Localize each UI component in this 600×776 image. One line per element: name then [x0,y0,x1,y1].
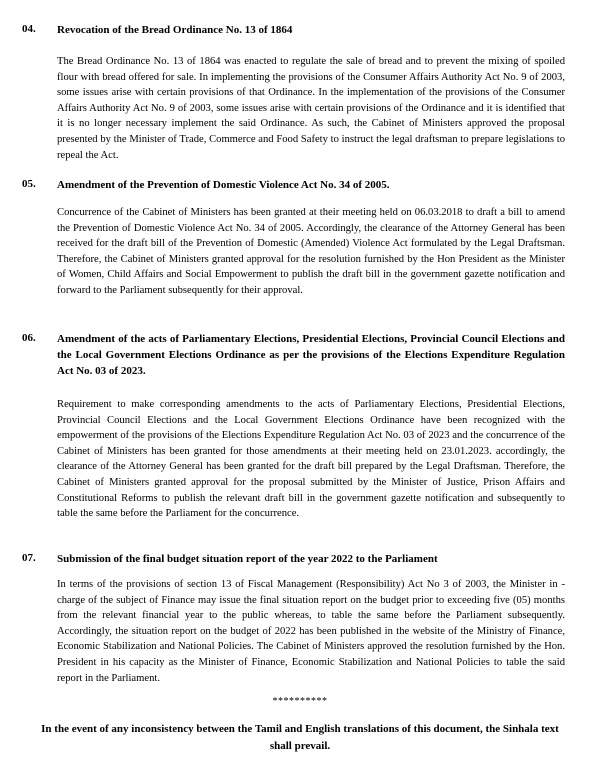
section-title: Amendment of the Prevention of Domestic Violence Act No. 34 of 2005. [57,179,390,191]
section-title: Revocation of the Bread Ordinance No. 13 of 1864 [57,24,293,36]
section-body: The Bread Ordinance No. 13 of 1864 was enacted to regulate the sale of bread and to prevent the mixing of spoiled flour with bread offered for sale. In implementing the provisions of the Consumer Affairs Authority Act No. 9 of 2003, some issues arise with certain provisions of that Ordinance. In the implementation of the provisions of the Consumer Affairs Authority Act No. 9 of 2003, some issues arise with certain provisions of the Ordinance and it is identified that it is no longer necessary implement the said Ordinance. As such, the Cabinet of Ministers approved the proposal presented by the Minister of Trade, Commerce and Food Safety to instruct the legal draftsman to prepare legislations to repeal the Act. [57,56,565,161]
section-number: 04. [22,23,36,35]
section-title: Submission of the final budget situation report of the year 2022 to the Parliament [57,553,438,565]
section-number: 06. [22,332,36,344]
section-body: Requirement to make corresponding amendments to the acts of Parliamentary Elections, Presidential Elections, Provincial Council Elections and the Local Government Elections Ordinance have been recognized with the empowerment of the provisions of the Elections Expenditure Regulation Act No. 03 of 2023 and the concurrence of the Cabinet of Ministers has been granted for those amendments at their meeting held on 23.01.2023. accordingly, the clearance of the Attorney General has been granted for the draft bill prepared by the Legal Draftsman. Therefore, the Cabinet of Ministers granted approval for the proposal submitted by the Minister of Justice, Prison Affairs and Constitutional Reforms to publish the relevant draft bill in the government gazette notification and subsequently to table the same before the Parliament for the concurrence. [57,399,565,520]
section-number: 07. [22,552,36,564]
section-body: Concurrence of the Cabinet of Ministers has been granted at their meeting held on 06.03.2018 to draft a bill to amend the Prevention of Domestic Violence Act No. 34 of 2005. Accordingly, the clearance of the Attorney General has been received for the draft bill of the Prevention of Domestic (Amended) Violence Act formulated by the Legal Draftsman. Therefore, the Cabinet of Ministers granted approval for the resolution furnished by the Hon President as the Minister of Women, Child Affairs and Social Empowerment to publish the draft bill in the government gazette notification and forward to the Parliament subsequently for their approval. [57,207,565,296]
separator: ********** [272,696,328,707]
section-body: In terms of the provisions of section 13 of Fiscal Management (Responsibility) Act No 3 of 2003, the Minister in - charge of the subject of Finance may issue the final situation report on the budget prior to exceeding five (05) months from the relevant financial year to the public whereas, to table the same before the Parliament subsequently. Accordingly, the situation report on the budget of 2022 has been published in the website of the Ministry of Finance, Economic Stabilization and National Policies. The Cabinet of Ministers approved the resolution furnished by the Hon. President in his capacity as the Minister of Finance, Economic Stabilization and National Policies to table the said report in the Parliament. [57,579,565,684]
section-title: Amendment of the acts of Parliamentary Elections, Presidential Elections, Provincial Council Elections and the Local Government Elections Ordinance as per the provisions of the Elections Expenditure Regulation Act No. 03 of 2023. [57,333,565,377]
section-number: 05. [22,178,36,190]
footer-note: In the event of any inconsistency between the Tamil and English translations of this document, the Sinhala text shall prevail. [41,723,559,752]
